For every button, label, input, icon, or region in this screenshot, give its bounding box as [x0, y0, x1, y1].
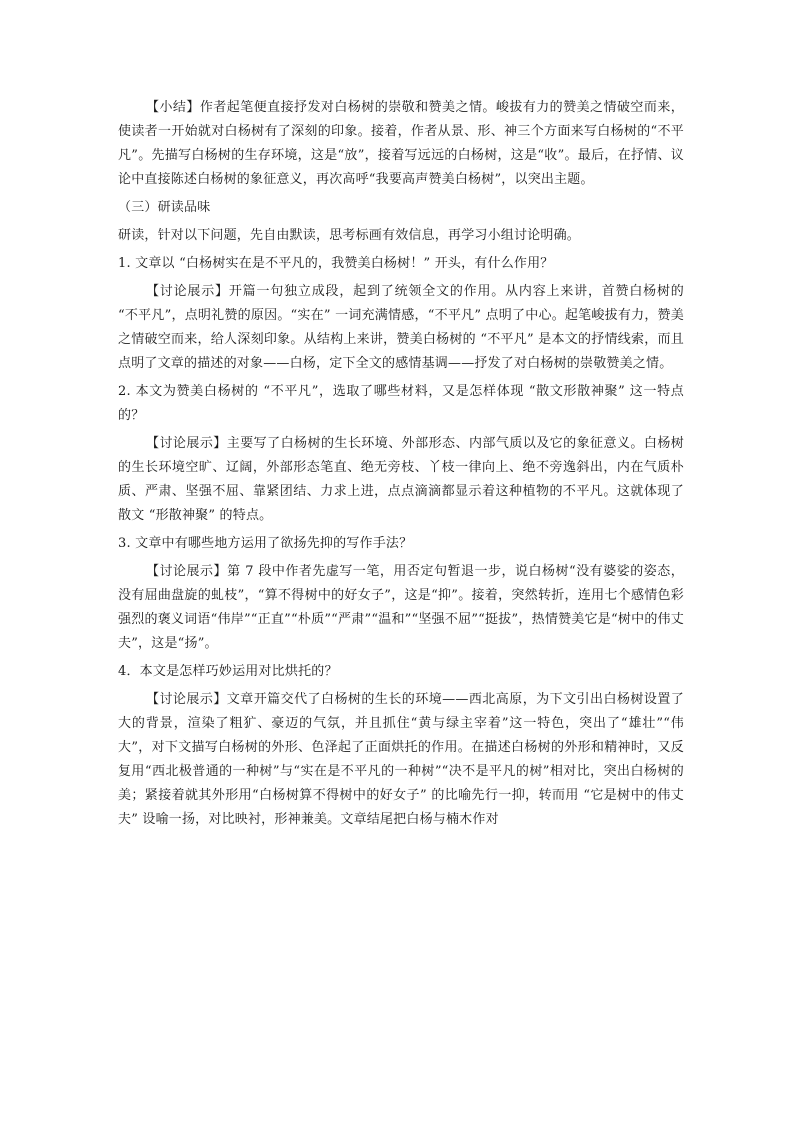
answer-1	[118, 280, 684, 376]
section-intro: 研读，针对以下问题，先自由默读，思考标画有效信息，再学习小组讨论明确。	[118, 228, 581, 243]
answer-4	[118, 688, 684, 832]
question-4: 4．本文是怎样巧妙运用对比烘托的？	[118, 664, 338, 679]
section-title: （三）研读品味	[118, 200, 211, 215]
discussion-label: 【讨论展示】	[146, 564, 228, 579]
answer-2	[118, 432, 684, 528]
answer-text: 主要写了白杨树的生长环境、外部形态、内部气质以及它的象征意义。白杨树的生长环境空旷、辽阔，外部形态笔直、绝无旁枝、丫枝一律向上、绝不旁逸斜出，内在气质朴质、严肃、坚强不屈、靠紧团结、力求上进，点点滴滴都显示着这种植物的不平凡。这就体现了散文 “形散神聚” 的特点。	[118, 436, 684, 523]
discussion-label: 【讨论展示】	[146, 692, 227, 707]
question-2: 2. 本文为赞美白杨树的 “不平凡”，选取了哪些材料，又是怎样体现 “散文形散神聚” 这一特点的？	[118, 384, 684, 423]
answer-text: 第 7 段中作者先虚写一笔，用否定句暂退一步，说白杨树“没有婆娑的姿态，没有屈曲盘旋的虬枝”，“算不得树中的好女子”，这是“抑”。接着，突然转折，连用七个感情色彩强烈的褒义词语“伟岸”“正直”“朴质”“严肃”“温和”“坚强不屈”“挺拔”，热情赞美它是“树中的伟丈夫”，这是“扬”。	[118, 564, 684, 651]
discussion-label: 【讨论展示】	[146, 284, 229, 299]
summary-text: 作者起笔便直接抒发对白杨树的崇敬和赞美之情。峻拔有力的赞美之情破空而来，使读者一开始就对白杨树有了深刻的印象。接着，作者从景、形、神三个方面来写白杨树的“不平凡”。先描写白杨树的生存环境，这是“放”，接着写远远的白杨树，这是“收”。最后，在抒情、议论中直接陈述白杨树的象征意义，再次高呼“我要高声赞美白杨树”，以突出主题。	[118, 100, 684, 187]
question-1: 1. 文章以 “白杨树实在是不平凡的，我赞美白杨树！” 开头，有什么作用？	[118, 256, 554, 271]
question-3: 3. 文章中有哪些地方运用了欲扬先抑的写作手法？	[118, 536, 413, 551]
answer-text: 开篇一句独立成段，起到了统领全文的作用。从内容上来讲，首赞白杨树的 “不平凡”，点明礼赞的原因。“实在” 一词充满情感，“不平凡” 点明了中心。起笔峻拔有力，赞美之情破空而来，给人深刻印象。从结构上来讲，赞美白杨树的 “不平凡” 是本文的抒情线索，而且点明了文章的描述的对象——白杨，定下全文的感情基调——抒发了对白杨树的崇敬赞美之情。	[118, 284, 685, 371]
discussion-label: 【讨论展示】	[146, 436, 227, 451]
document-page	[118, 96, 684, 836]
summary-paragraph	[118, 96, 684, 192]
answer-3	[118, 560, 684, 656]
summary-label: 【小结】	[146, 100, 200, 115]
answer-text: 文章开篇交代了白杨树的生长的环境——西北高原，为下文引出白杨树设置了大的背景，渲染了粗犷、豪迈的气氛，并且抓住“黄与绿主宰着”这一特色，突出了“雄壮”“伟大”，对下文描写白杨树的外形、色泽起了正面烘托的作用。在描述白杨树的外形和精神时，又反复用“西北极普通的一种树”与“实在是不平凡的一种树”“决不是平凡的树”相对比，突出白杨树的美；紧接着就其外形用“白杨树算不得树中的好女子” 的比喻先行一抑，转而用 “它是树中的伟丈夫” 设喻一扬，对比映衬，形神兼美。文章结尾把白杨与楠木作对	[118, 692, 684, 827]
